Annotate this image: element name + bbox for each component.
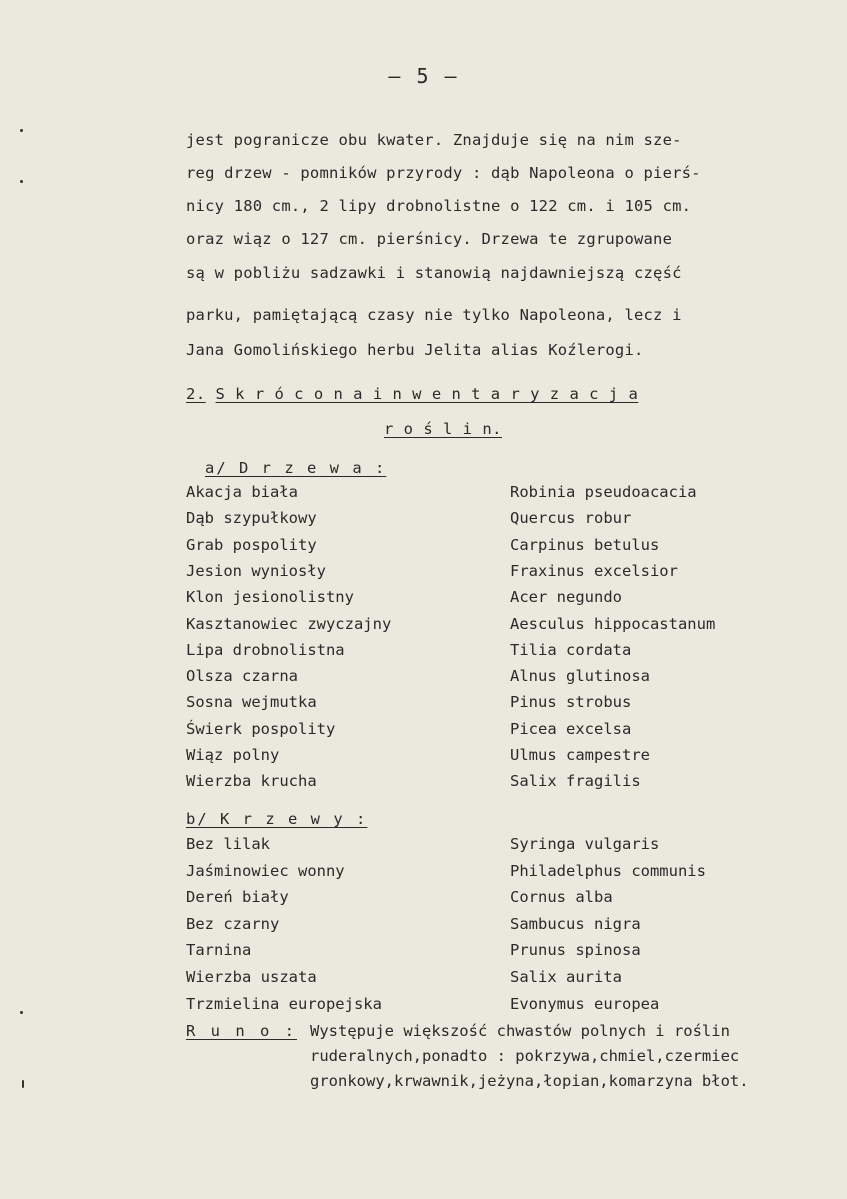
- plant-name-polish: Lipa drobnolistna: [186, 640, 345, 659]
- page-number: — 5 —: [388, 64, 459, 88]
- section-number: 2.: [186, 385, 206, 403]
- plant-name-latin: Carpinus betulus: [510, 535, 660, 554]
- intro-line: jest pogranicze obu kwater. Znajduje się na nim sze-: [186, 131, 682, 149]
- margin-dot: [20, 180, 23, 183]
- plant-name-latin: Cornus alba: [510, 888, 613, 907]
- runo-line: gronkowy,krwawnik,jeżyna,łopian,komarzyna błot.: [310, 1072, 749, 1090]
- plant-name-latin: Aesculus hippocastanum: [510, 614, 716, 633]
- margin-dot: [22, 1080, 24, 1088]
- runo-line: ruderalnych,ponadto : pokrzywa,chmiel,czermiec: [310, 1047, 740, 1065]
- plant-name-latin: Fraxinus excelsior: [510, 561, 678, 580]
- shrubs-label: b/ K r z e w y :: [186, 810, 368, 828]
- plant-name-latin: Ulmus campestre: [510, 746, 650, 764]
- intro-line: oraz wiąz o 127 cm. pierśnicy. Drzewa te zgrupowane: [186, 230, 673, 248]
- plant-name-polish: Tarnina: [186, 941, 252, 960]
- plant-name-latin: Quercus robur: [510, 509, 632, 528]
- plant-name-polish: Dąb szypułkowy: [186, 509, 317, 528]
- plant-name-polish: Wiąz polny: [186, 746, 280, 764]
- plant-name-polish: Wierzba krucha: [186, 772, 317, 791]
- plant-name-latin: Sambucus nigra: [510, 914, 641, 933]
- plant-name-latin: Acer negundo: [510, 588, 622, 607]
- plant-name-latin: Philadelphus communis: [510, 861, 706, 880]
- plant-name-polish: Olsza czarna: [186, 667, 298, 686]
- intro-line: nicy 180 cm., 2 lipy drobnolistne o 122 cm. i 105 cm.: [186, 197, 692, 215]
- plant-name-polish: Jaśminowiec wonny: [186, 861, 345, 880]
- margin-dot: [20, 129, 23, 132]
- plant-name-latin: Syringa vulgaris: [510, 835, 660, 853]
- plant-name-polish: Trzmielina europejska: [186, 994, 382, 1013]
- plant-name-latin: Picea excelsa: [510, 719, 632, 738]
- trees-label: a/ D r z e w a :: [205, 459, 387, 477]
- section-title-line1: S k r ó c o n a i_n_w_e_n_t_a_r_y_z_a_c_j_a: [215, 385, 639, 403]
- margin-dot: [20, 1011, 23, 1014]
- plant-name-latin: Alnus glutinosa: [510, 667, 650, 686]
- intro-line: są w pobliżu sadzawki i stanowią najdawniejszą część: [186, 264, 682, 282]
- plant-name-polish: Bez czarny: [186, 914, 280, 933]
- plant-name-polish: Bez lilak: [186, 835, 270, 853]
- plant-name-latin: Robinia pseudoacacia: [510, 483, 697, 501]
- section-title-line2: r_o_ś_l_i_n.: [384, 420, 502, 438]
- plant-name-polish: Dereń biały: [186, 888, 289, 907]
- plant-name-polish: Klon jesionolistny: [186, 588, 354, 607]
- plant-name-latin: Tilia cordata: [510, 640, 632, 659]
- intro-line: reg drzew - pomników przyrody : dąb Napoleona o pierś-: [186, 164, 701, 182]
- plant-name-polish: Akacja biała: [186, 483, 298, 501]
- plant-name-latin: Prunus spinosa: [510, 941, 641, 960]
- plant-name-polish: Kasztanowiec zwyczajny: [186, 614, 392, 633]
- plant-name-latin: Salix fragilis: [510, 772, 641, 791]
- section-heading: [186, 385, 638, 403]
- plant-name-polish: Świerk pospolity: [186, 719, 336, 738]
- runo-label: R u n o :: [186, 1022, 297, 1040]
- plant-name-polish: Wierzba uszata: [186, 968, 317, 986]
- intro-line: parku, pamiętającą czasy nie tylko Napoleona, lecz i: [186, 306, 682, 324]
- plant-name-latin: Pinus strobus: [510, 693, 632, 712]
- runo-line: Występuje większość chwastów polnych i roślin: [310, 1022, 730, 1040]
- plant-name-latin: Evonymus europea: [510, 994, 660, 1013]
- intro-line: Jana Gomolińskiego herbu Jelita alias Koźlerogi.: [186, 341, 644, 359]
- plant-name-polish: Grab pospolity: [186, 535, 317, 554]
- plant-name-latin: Salix aurita: [510, 968, 622, 986]
- plant-name-polish: Sosna wejmutka: [186, 693, 317, 712]
- plant-name-polish: Jesion wyniosły: [186, 561, 326, 580]
